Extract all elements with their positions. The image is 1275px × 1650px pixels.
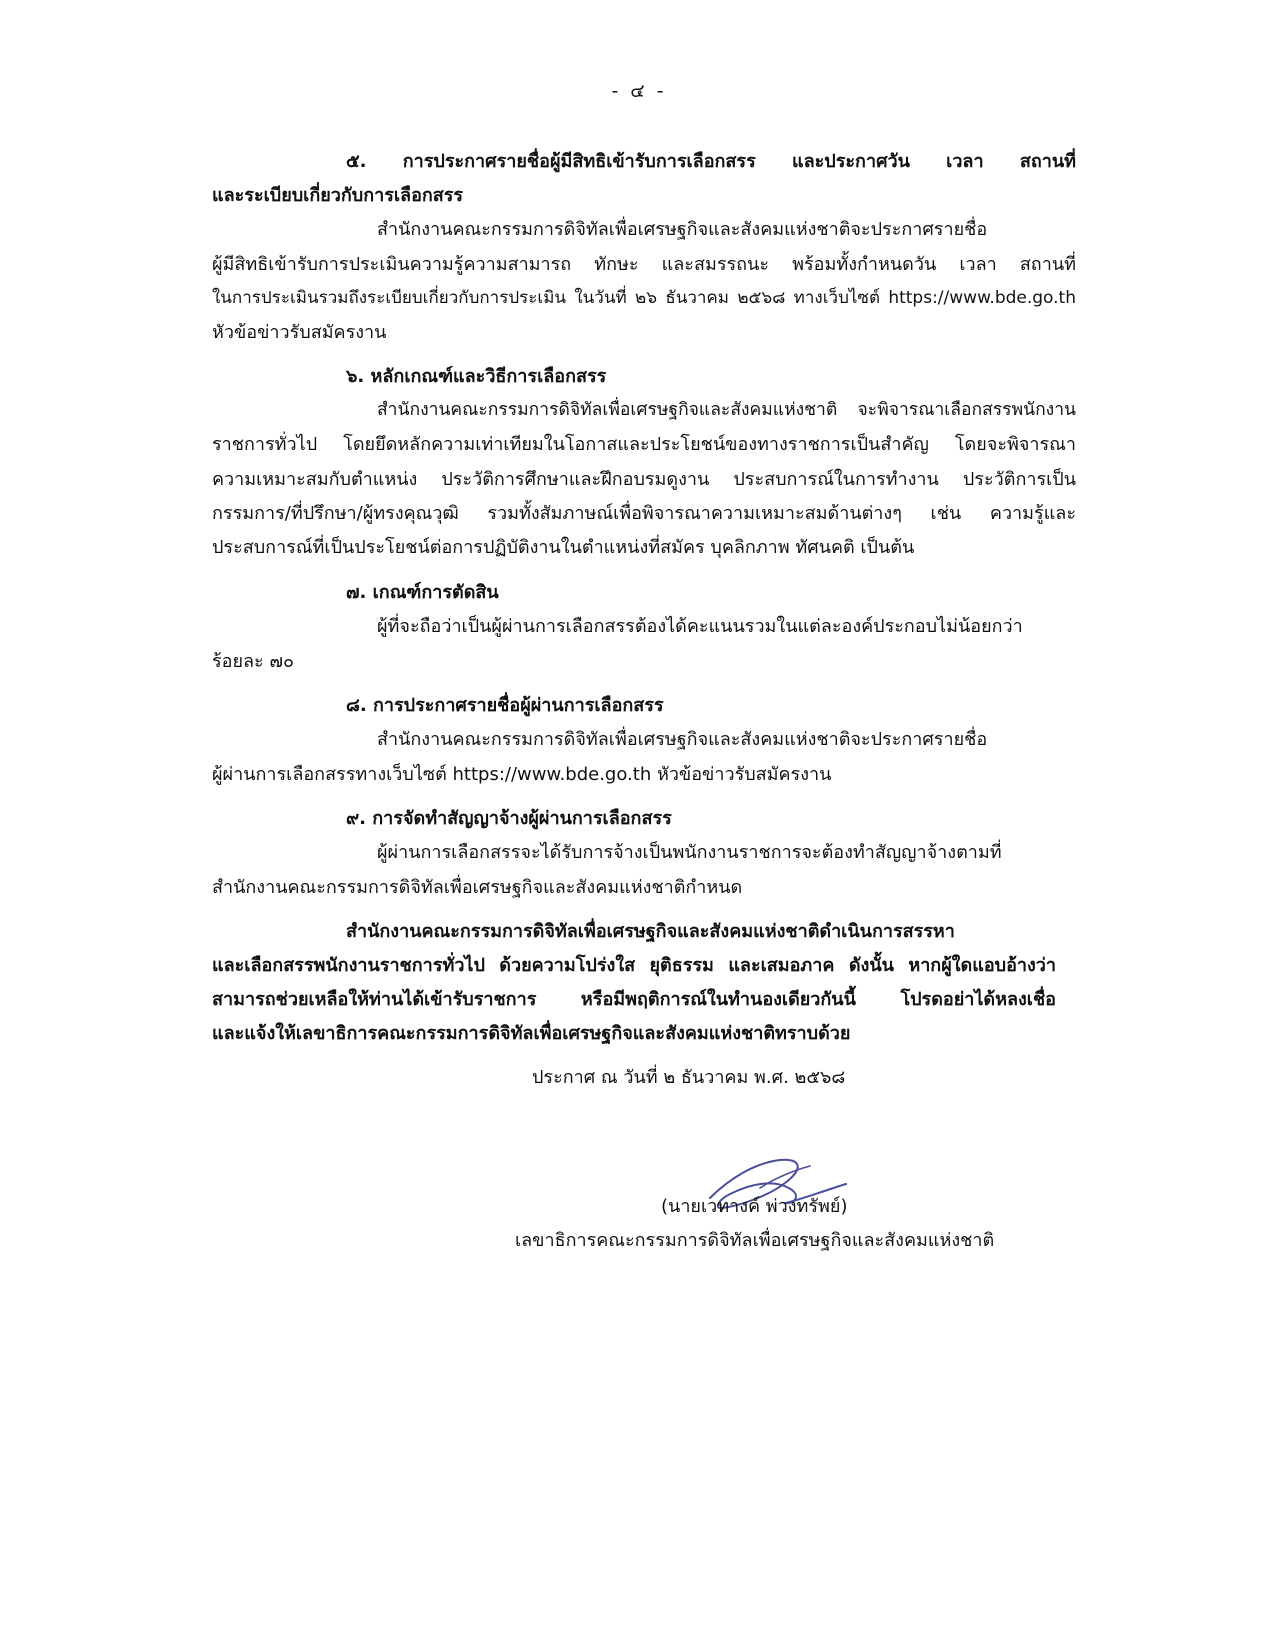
notice-line-1: สำนักงานคณะกรรมการดิจิทัลเพื่อเศรษฐกิจและสังคมแห่งชาติดำเนินการสรรหา [346,921,955,942]
notice-line-2: และเลือกสรรพนักงานราชการทั่วไป ด้วยความโปร่งใส ยุติธรรม และเสมอภาค ดังนั้น หากผู้ใดแอบอ้างว่า [212,955,1056,976]
section-5-body-line-1: สำนักงานคณะกรรมการดิจิทัลเพื่อเศรษฐกิจและสังคมแห่งชาติจะประกาศรายชื่อ [377,219,988,240]
signer-name: (นายเวทางค์ พ่วงทรัพย์) [661,1196,848,1217]
section-6-body-line-4: กรรมการ/ที่ปรึกษา/ผู้ทรงคุณวุฒิ รวมทั้งสัมภาษณ์เพื่อพิจารณาความเหมาะสมด้านต่างๆ เช่น ความรู้และ [212,503,1076,524]
section-8-heading: ๘. การประกาศรายชื่อผู้ผ่านการเลือกสรร [346,695,664,716]
section-7-body-line-2: ร้อยละ ๗๐ [212,651,294,672]
section-6-body-line-1: สำนักงานคณะกรรมการดิจิทัลเพื่อเศรษฐกิจและสังคมแห่งชาติ จะพิจารณาเลือกสรรพนักงาน [377,400,1076,420]
announcement-date: ประกาศ ณ วันที่ ๒ ธันวาคม พ.ศ. ๒๕๖๘ [532,1067,846,1088]
section-9-heading: ๙. การจัดทำสัญญาจ้างผู้ผ่านการเลือกสรร [346,808,672,829]
page-number: - ๔ - [611,80,664,102]
signer-title: เลขาธิการคณะกรรมการดิจิทัลเพื่อเศรษฐกิจและสังคมแห่งชาติ [515,1230,995,1251]
section-5-body-line-4: หัวข้อข่าวรับสมัครงาน [212,322,387,343]
notice-line-4: และแจ้งให้เลขาธิการคณะกรรมการดิจิทัลเพื่อเศรษฐกิจและสังคมแห่งชาติทราบด้วย [212,1023,851,1044]
section-9-body-line-2: สำนักงานคณะกรรมการดิจิทัลเพื่อเศรษฐกิจและสังคมแห่งชาติกำหนด [212,877,743,898]
section-7-heading: ๗. เกณฑ์การตัดสิน [346,582,499,603]
page-number-value: ๔ [630,80,645,102]
section-8-body-line-2: ผู้ผ่านการเลือกสรรทางเว็บไซต์ https://www.bde.go.th หัวข้อข่าวรับสมัครงาน [212,764,832,785]
section-5-heading-line-1: ๕. การประกาศรายชื่อผู้มีสิทธิเข้ารับการเลือกสรร และประกาศวัน เวลา สถานที่ [346,151,1076,172]
section-5-body-line-3: ในการประเมินรวมถึงระเบียบเกี่ยวกับการประเมิน ในวันที่ ๒๖ ธันวาคม ๒๕๖๘ ทางเว็บไซต์ https://www.bde.go.th [212,288,1076,308]
notice-line-3: สามารถช่วยเหลือให้ท่านได้เข้ารับราชการ หรือมีพฤติการณ์ในทำนองเดียวกันนี้ โปรดอย่าได้หลงเชื่อ [212,989,1056,1010]
section-8-body-line-1: สำนักงานคณะกรรมการดิจิทัลเพื่อเศรษฐกิจและสังคมแห่งชาติจะประกาศรายชื่อ [377,729,988,750]
section-6-heading: ๖. หลักเกณฑ์และวิธีการเลือกสรร [346,366,607,387]
section-7-body-line-1: ผู้ที่จะถือว่าเป็นผู้ผ่านการเลือกสรรต้องได้คะแนนรวมในแต่ละองค์ประกอบไม่น้อยกว่า [377,616,1023,637]
section-6-body-line-5: ประสบการณ์ที่เป็นประโยชน์ต่อการปฏิบัติงานในตำแหน่งที่สมัคร บุคลิกภาพ ทัศนคติ เป็นต้น [212,537,915,558]
section-6-body-line-3: ความเหมาะสมกับตำแหน่ง ประวัติการศึกษาและฝึกอบรมดูงาน ประสบการณ์ในการทำงาน ประวัติการเป็น [212,469,1076,490]
section-5-heading-line-2: และระเบียบเกี่ยวกับการเลือกสรร [212,185,464,206]
section-5-body-line-2: ผู้มีสิทธิเข้ารับการประเมินความรู้ความสามารถ ทักษะ และสมรรถนะ พร้อมทั้งกำหนดวัน เวลา สถานที่ [212,254,1076,275]
section-6-body-line-2: ราชการทั่วไป โดยยึดหลักความเท่าเทียมในโอกาสและประโยชน์ของทางราชการเป็นสำคัญ โดยจะพิจารณา [212,434,1076,455]
signature-stroke-2 [760,1166,810,1188]
section-9-body-line-1: ผู้ผ่านการเลือกสรรจะได้รับการจ้างเป็นพนักงานราชการจะต้องทำสัญญาจ้างตามที่ [377,842,1002,863]
